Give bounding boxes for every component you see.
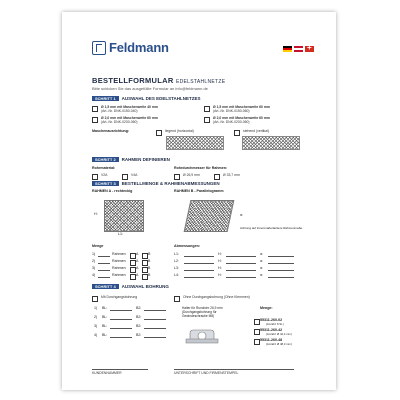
swiss-flag-icon[interactable] (305, 46, 314, 52)
dimension-h-label: H: (218, 259, 222, 263)
frame-note: Achtung auf Innenmaße/äußere Rahmenmaße (240, 226, 303, 230)
frame-a-choice: A (136, 273, 139, 277)
quantity-label: Menge (92, 244, 104, 248)
dimension-alpha-input[interactable] (268, 270, 294, 271)
dimension-alpha-label: α: (260, 252, 264, 256)
german-flag-icon[interactable] (283, 46, 292, 52)
diameter-26[interactable] (174, 173, 200, 180)
material-option-label: V2A (101, 173, 108, 177)
bore-row-number: 2) (94, 315, 98, 319)
dimension-l-label: L3: (174, 266, 179, 270)
frame-a-choice: A (136, 266, 139, 270)
row-number: 3) (92, 266, 96, 270)
holder-qty-label: Menge: (260, 306, 273, 310)
checkbox[interactable] (204, 117, 210, 123)
article-code: 55311-260-42 (260, 328, 283, 332)
diameter-option-label: Ø 33,7 mm (223, 173, 240, 177)
with-bore-label: Mit Durchgangsbohrung (101, 295, 138, 299)
checkbox[interactable] (92, 174, 98, 180)
option-label: Ø 2,0 mm mit Maschenweite 60 mm (213, 116, 270, 120)
quantity-input[interactable] (98, 256, 110, 257)
bore-b1-input[interactable] (110, 337, 132, 338)
step-1-tag: SCHRITT 1 (92, 96, 119, 101)
mesh-horizontal-image (166, 136, 224, 150)
signature-field[interactable]: UNTERSCHRIFT UND FIRMENSTEMPEL (174, 369, 294, 375)
dimension-h-input[interactable] (226, 277, 256, 278)
frame-b-drawing (184, 200, 235, 232)
orientation-vertical[interactable] (234, 129, 269, 136)
bore-row-number: 3) (94, 324, 98, 328)
mesh-option-2[interactable] (204, 105, 270, 113)
customer-number-field[interactable]: KUNDENNUMMER (92, 369, 148, 375)
material-label: Rohrmaterial: (92, 166, 116, 170)
dimension-alpha-label: α: (260, 273, 264, 277)
frame-a-choice: A (136, 259, 139, 263)
checkbox[interactable] (214, 174, 220, 180)
step-4-title: AUSWAHL BOHRUNG (121, 284, 169, 289)
frame-b-choice: B (148, 266, 151, 270)
frame-a-label: RAHMEN A - rechteckig (92, 189, 133, 193)
checkbox[interactable] (174, 296, 180, 302)
dimension-l-label: L4: (174, 273, 179, 277)
brand-name: Feldmann (109, 40, 169, 55)
dimension-l-label: L1: (174, 252, 179, 256)
diameter-option-label: Ø 26,9 mm (183, 173, 200, 177)
bore-b2-label: B2: (136, 333, 142, 337)
order-form-sheet (62, 12, 336, 390)
dimension-l-input[interactable] (184, 277, 214, 278)
quantity-input[interactable] (98, 277, 110, 278)
step-2-header (92, 157, 170, 162)
step-3-header (92, 181, 220, 186)
dimension-h-input[interactable] (226, 256, 256, 257)
frame-b-choice: B (148, 252, 151, 256)
frame-word: Rahmen (112, 273, 126, 277)
bore-row-number: 1) (94, 306, 98, 310)
frame-a-choice: A (136, 252, 139, 256)
step-4-header (92, 284, 169, 289)
row-number: 4) (92, 273, 96, 277)
frame-a-l-label: L1: (118, 232, 123, 236)
mesh-option-1[interactable] (92, 105, 158, 113)
bore-b2-label: B2: (136, 315, 142, 319)
mesh-vertical-image (242, 136, 300, 150)
article-code: 55311-260-48 (260, 338, 283, 342)
frame-b-choice: B (148, 273, 151, 277)
frame-word: Rahmen (112, 252, 126, 256)
step-1-header (92, 96, 201, 101)
feldmann-logo-icon (92, 41, 106, 55)
checkbox[interactable] (234, 130, 240, 136)
quantity-input[interactable] (98, 270, 110, 271)
austrian-flag-icon[interactable] (294, 46, 303, 52)
frame-a-h-label: H: (94, 212, 98, 216)
frame-word: Rahmen (112, 259, 126, 263)
dimension-h-label: H: (218, 273, 222, 277)
frame-b-choice: B (148, 259, 151, 263)
dimension-alpha-input[interactable] (268, 256, 294, 257)
diameter-33[interactable] (214, 173, 240, 180)
without-bore-option[interactable] (174, 295, 250, 302)
bore-b1-input[interactable] (110, 319, 132, 320)
material-option-label: V4A (131, 173, 138, 177)
brand-logo (92, 40, 169, 55)
article-desc: (Anzahl: 8 St.) (266, 322, 284, 326)
article-code: 55311-260-02 (260, 318, 283, 322)
material-v2a[interactable] (92, 173, 107, 180)
step-4-tag: SCHRITT 4 (92, 284, 119, 289)
orientation-horizontal[interactable] (156, 129, 194, 136)
bore-b2-label: B2: (136, 324, 142, 328)
bore-b2-input[interactable] (144, 319, 166, 320)
mesh-option-3[interactable] (92, 116, 158, 124)
bore-b1-label: BL: (102, 306, 108, 310)
frame-b-label: RAHMEN B - Parallelogramm (174, 189, 224, 193)
holder-text: Halter für Rundrohr 26,9 mm (Durchgangsbohrung für Gewindeschraube M8) (182, 306, 223, 318)
checkbox[interactable] (122, 174, 128, 180)
checkbox[interactable] (92, 117, 98, 123)
option-art: (Art.-Nr. DNK-0200-060) (101, 120, 138, 124)
quantity-input[interactable] (98, 263, 110, 264)
dimension-alpha-input[interactable] (268, 263, 294, 264)
subtitle-text: EDELSTAHLNETZE (175, 79, 226, 85)
checkbox[interactable] (204, 106, 210, 112)
clamp-holder-image (184, 324, 224, 348)
bore-b1-label: BL: (102, 315, 108, 319)
orientation-label: liegend (horizontal) (165, 129, 194, 133)
dimension-l-input[interactable] (184, 263, 214, 264)
dimension-alpha-input[interactable] (268, 277, 294, 278)
dimension-alpha-label: α: (260, 266, 264, 270)
bore-b2-label: B2: (136, 306, 142, 310)
article-desc: (Anzahl: Ø 48,3 mm) (266, 342, 292, 346)
step-2-title: RAHMEN DEFINIEREN (121, 157, 170, 162)
checkbox[interactable] (174, 174, 180, 180)
bore-b2-input[interactable] (144, 310, 166, 311)
frame-a-drawing (104, 200, 144, 232)
dimension-h-label: H: (218, 252, 222, 256)
dimension-alpha-label: α: (260, 259, 264, 263)
option-label: Ø 1,5 mm mit Maschenweite 60 mm (213, 105, 270, 109)
bore-b2-input[interactable] (144, 337, 166, 338)
dimensions-label: Abmessungen: (174, 244, 200, 248)
step-2-tag: SCHRITT 2 (92, 157, 119, 162)
bore-b1-label: BL: (102, 333, 108, 337)
form-title (92, 76, 225, 85)
intro-text: Bitte schicken Sie das ausgefüllte Formular an info@feldmann.de (92, 86, 208, 91)
dimension-l-input[interactable] (184, 256, 214, 257)
dimension-h-input[interactable] (226, 263, 256, 264)
checkbox[interactable] (92, 106, 98, 112)
dimension-h-label: H: (218, 266, 222, 270)
dimension-h-input[interactable] (226, 270, 256, 271)
bore-b1-input[interactable] (110, 328, 132, 329)
orientation-label: stehend (vertikal) (243, 129, 270, 133)
with-bore-option[interactable] (92, 295, 137, 302)
bore-b1-input[interactable] (110, 310, 132, 311)
option-art: (Art.-Nr. DNK-0200-060) (213, 120, 250, 124)
option-art: (Art.-Nr. DNK-0150-060) (213, 109, 250, 113)
without-bore-label: Ohne Durchgangsbohrung (Ohne Klemmen) (183, 295, 250, 299)
bore-row-number: 4) (94, 333, 98, 337)
row-number: 2) (92, 259, 96, 263)
title-text: BESTELLFORMULAR (92, 76, 174, 85)
language-flags (283, 46, 314, 52)
option-label: Ø 2,0 mm mit Maschenweite 60 mm (101, 116, 158, 120)
dimension-l-label: L2: (174, 259, 179, 263)
frame-word: Rahmen (112, 266, 126, 270)
row-number: 1) (92, 252, 96, 256)
checkbox[interactable] (92, 296, 98, 302)
bore-b2-input[interactable] (144, 328, 166, 329)
step-1-title: AUSWAHL DES EDELSTAHLNETZES (121, 96, 201, 101)
step-3-tag: SCHRITT 3 (92, 181, 119, 186)
option-label: Ø 1,5 mm mit Maschenweite 40 mm (101, 105, 158, 109)
article-desc: (Anzahl: Ø 42,4 mm) (266, 332, 292, 336)
dimension-l-input[interactable] (184, 270, 214, 271)
frame-b-alpha-label: α: (240, 213, 244, 217)
step-3-title: BESTELLMENGE & RAHMENABMESSUNGEN (121, 181, 220, 186)
mesh-option-4[interactable] (204, 116, 270, 124)
mesh-orientation-label: Maschenausrichtung: (92, 129, 130, 133)
diameter-label: Rohrdurchmesser für Rahmen: (174, 166, 228, 170)
option-art: (Art.-Nr. DNK-0150-040) (101, 109, 138, 113)
checkbox[interactable] (156, 130, 162, 136)
material-v4a[interactable] (122, 173, 137, 180)
bore-b1-label: BL: (102, 324, 108, 328)
